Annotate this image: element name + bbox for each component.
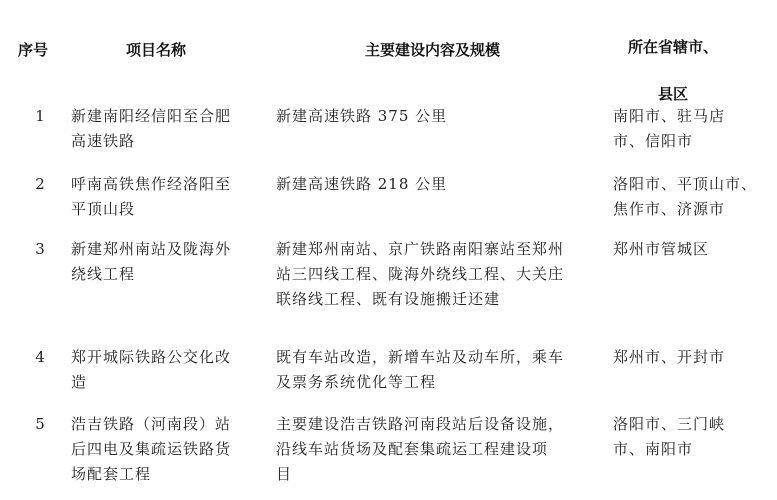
row-location: 南阳市、驻马店 市、信阳市 — [613, 107, 726, 150]
row-location: 洛阳市、三门峡 市、南阳市 — [613, 415, 726, 458]
row-project-name: 新建郑州南站及陇海外 绕线工程 — [71, 240, 232, 283]
row-construction-content: 新建郑州南站、京广铁路南阳寨站至郑州 站三四线工程、陇海外绕线工程、大关庄 联络线工程、既有设施搬迁还建 — [276, 240, 565, 308]
header-project-name: 项目名称 — [126, 41, 187, 59]
header-index: 序号 — [18, 41, 49, 59]
row-construction-content: 既有车站改造，新增车站及动车所，乘车 及票务系统优化等工程 — [276, 348, 565, 391]
row-location: 郑州市管城区 — [613, 240, 710, 258]
row-index: 1 — [35, 107, 45, 125]
row-construction-content: 新建高速铁路 218 公里 — [276, 175, 448, 193]
row-project-name: 呼南高铁焦作经洛阳至 平顶山段 — [71, 175, 232, 218]
row-project-name: 浩吉铁路（河南段）站 后四电及集疏运铁路货 场配套工程 — [71, 415, 232, 483]
row-project-name: 郑开城际铁路公交化改 造 — [71, 348, 232, 391]
row-construction-content: 主要建设浩吉铁路河南段站后设备设施， 沿线车站货场及配套集疏运工程建设项 目 — [276, 415, 565, 483]
row-location: 洛阳市、平顶山市、 焦作市、济源市 — [613, 175, 758, 218]
row-project-name: 新建南阳经信阳至合肥 高速铁路 — [71, 107, 232, 150]
header-construction-content: 主要建设内容及规模 — [365, 41, 501, 59]
row-index: 4 — [35, 348, 45, 366]
header-location-text: 所在省辖市、 县区 — [627, 38, 718, 103]
row-index: 2 — [35, 175, 45, 193]
row-location: 郑州市、开封市 — [613, 348, 726, 366]
row-index: 3 — [35, 240, 45, 258]
row-index: 5 — [35, 415, 45, 433]
row-construction-content: 新建高速铁路 375 公里 — [276, 107, 448, 125]
